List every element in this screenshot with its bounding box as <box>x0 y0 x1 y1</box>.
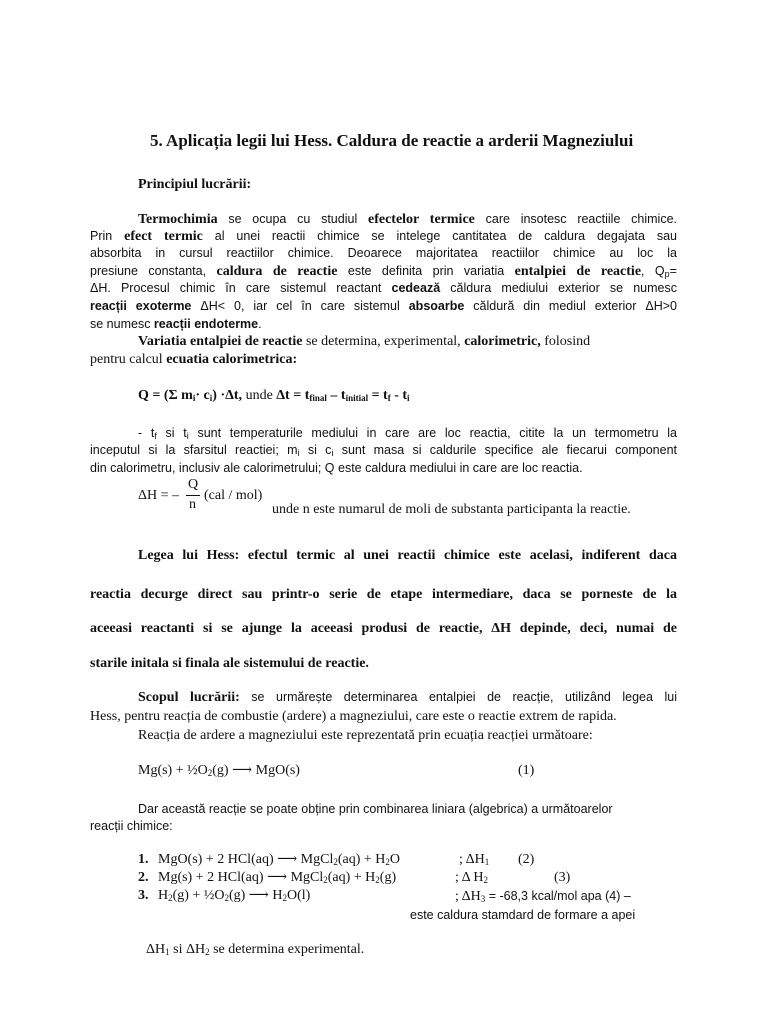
scop-line-1: Scopul lucrării: se urmărește determinarea entalpiei de reacție, utilizând legea lui <box>138 690 677 705</box>
p1-line-3: absorbita in cursul reactiilor chimice. Deoarece majoritatea reactiilor chimice au loc la <box>90 246 677 260</box>
equation-1: $Mg(s) + \frac{1}{2}O_2(g)$ ⟶ MgO(s) <box>138 763 300 778</box>
dar-line-1: Dar această reacție se poate obține prin combinarea liniara (algebrica) a următoarelor <box>138 802 613 816</box>
delta-h-note: unde n este numarul de moli de substanta participanta la reactie. <box>272 502 631 517</box>
standard-formation-note: este caldura stamdard de formare a apei <box>410 908 636 922</box>
equation-1-number: (1) <box>518 763 535 778</box>
reaction-2-eq-number: (3) <box>554 870 571 885</box>
hess-line-1: Legea lui Hess: efectul termic al unei reactii chimice este acelasi, indiferent daca <box>138 548 677 563</box>
dar-line-2: reacții chimice: <box>90 819 173 833</box>
p1-line-5: ΔH. Procesul chimic în care sistemul reactant cedează căldura mediului exterior se numesc <box>90 281 677 295</box>
p1-line-6: reacții exoterme ΔH< 0, iar cel în care sistemul absoarbe căldură din mediul exterior ΔH>0 <box>90 299 677 313</box>
reaction-1-eq-number: (2) <box>518 852 535 867</box>
delta-h-numerator: Q <box>188 477 199 492</box>
p1-line-2: Prin efect termic al unei reactii chimice se intelege cantitatea de caldura degajata sau <box>90 229 677 244</box>
p1-line-1: Termochimia se ocupa cu studiul efectelor termice care insotesc reactiile chimice. <box>138 212 677 227</box>
p3-line-2: inceputul si la sfarsitul reactiei; $m_i$ si $c_i$ sunt masa si caldurile specifice ale fiecarui component <box>90 443 678 458</box>
p2-line-2: pentru calcul ecuatia calorimetrica: <box>90 352 298 367</box>
reaction-1-delta-h: ; $\Delta H_1$ <box>459 852 490 867</box>
section-heading-principiu: Principiul lucrării: <box>138 177 252 192</box>
fraction-bar <box>186 495 200 496</box>
hess-line-4: starile initala si finala ale sistemului de reactie. <box>90 656 369 671</box>
hess-line-2: reactia decurge direct sau printr-o serie de etape intermediare, daca se porneste de la <box>90 587 677 602</box>
p1-line-4: presiune constanta, caldura de reactie este definita prin variatia entalpiei de reactie, $Q_p=$ <box>90 264 677 279</box>
reaction-2-number: 2. <box>138 870 149 885</box>
reaction-3-delta-h: ; $\Delta H_3 = -68,3$ kcal/mol apa (4) – <box>455 889 631 904</box>
reaction-2: Mg(s) + 2 HCl(aq) ⟶ MgCl$_2$(aq) + $H_2(g)$ <box>158 870 397 885</box>
p3-line-1: - $t_f$ si $t_i$ sunt temperaturile mediului in care are loc reactia, citite la un termometru la <box>138 426 678 441</box>
reaction-2-delta-h: ; Δ $H_2$ <box>455 870 488 885</box>
reaction-3-number: 3. <box>138 888 149 903</box>
reaction-1-number: 1. <box>138 852 149 867</box>
delta-h-denominator: n <box>189 497 196 512</box>
p2-line-1: Variatia entalpiei de reactie se determina, experimental, calorimetric, folosind <box>138 334 591 349</box>
delta-h-lhs: ΔH = – <box>138 488 180 503</box>
delta-h-units: (cal / mol) <box>204 488 263 503</box>
reaction-3: $H_2(g)$ + $\frac{1}{2}O_2(g)$ ⟶ $H_2O(l)$ <box>158 888 311 903</box>
p3-line-3: din calorimetru, inclusiv ale calorimetrului; Q este caldura mediului in care are loc reactia. <box>90 461 583 475</box>
reaction-1: MgO(s) + 2 HCl(aq) ⟶ MgCl$_2$(aq) + $H_2O$ <box>158 852 401 867</box>
final-line: $\Delta H_1$ si $\Delta H_2$ se determina experimental. <box>146 942 365 957</box>
calorimetric-formula: Q = (Σ $m_i\cdot c_i) \cdot\Delta t$, unde $\Delta t = t_{final} - t_{initial} = t_f - t_i$ <box>138 388 410 403</box>
scop-line-3: Reacția de ardere a magneziului este reprezentată prin ecuația reacției următoare: <box>138 728 593 743</box>
scop-line-2: Hess, pentru reacția de combustie (ardere) a magneziului, care este o reactie extrem de rapida. <box>90 709 617 724</box>
page-title: 5. Aplicația legii lui Hess. Caldura de reactie a arderii Magneziului <box>150 131 634 150</box>
hess-line-3: aceeasi reactanti si se ajunge la aceeasi produsi de reactie, ΔH depinde, deci, numai de <box>90 621 677 636</box>
p1-line-7: se numesc reacții endoterme. <box>90 317 262 331</box>
